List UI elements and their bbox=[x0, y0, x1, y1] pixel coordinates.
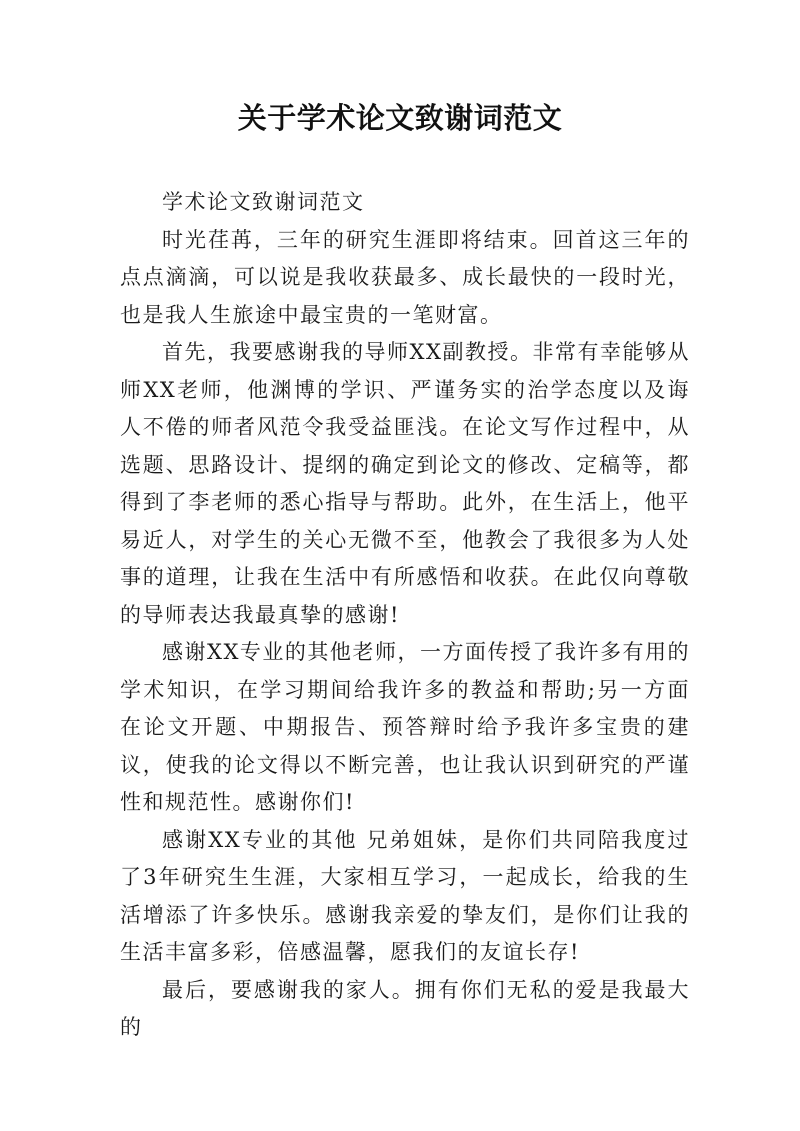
document-title: 关于学术论文致谢词范文 bbox=[237, 101, 563, 135]
document-subtitle: 学术论文致谢词范文 bbox=[162, 190, 365, 214]
paragraph-intro: 时光荏苒，三年的研究生涯即将结束。回首这三年的点点滴滴，可以说是我收获最多、成长最快的一段时光，也是我人生旅途中最宝贵的一笔财富。 bbox=[120, 227, 690, 327]
paragraph-teachers: 感谢XX专业的其他老师，一方面传授了我许多有用的学术知识，在学习期间给我许多的教益和帮助;另一方面在论文开题、中期报告、预答辩时给予我许多宝贵的建议，使我的论文得以不断完善，也让我认识到研究的严谨性和规范性。感谢你们! bbox=[120, 640, 690, 814]
paragraph-classmates: 感谢XX专业的其他 兄弟姐妹，是你们共同陪我度过了3年研究生生涯，大家相互学习，一起成长，给我的生活增添了许多快乐。感谢我亲爱的挚友们，是你们让我的生活丰富多彩，倍感温馨，愿我们的友谊长存! bbox=[120, 827, 690, 964]
document-body bbox=[120, 184, 690, 1047]
paragraph-advisor: 首先，我要感谢我的导师XX副教授。非常有幸能够从师XX老师，他渊博的学识、严谨务实的治学态度以及诲人不倦的师者风范令我受益匪浅。在论文写作过程中，从选题、思路设计、提纲的确定到论文的修改、定稿等，都得到了李老师的悉心指导与帮助。此外，在生活上，他平易近人，对学生的关心无微不至，他教会了我很多为人处事的道理，让我在生活中有所感悟和收获。在此仅向尊敬的导师表达我最真挚的感谢! bbox=[120, 340, 690, 627]
paragraph-family: 最后，要感谢我的家人。拥有你们无私的爱是我最大的 bbox=[120, 977, 690, 1039]
